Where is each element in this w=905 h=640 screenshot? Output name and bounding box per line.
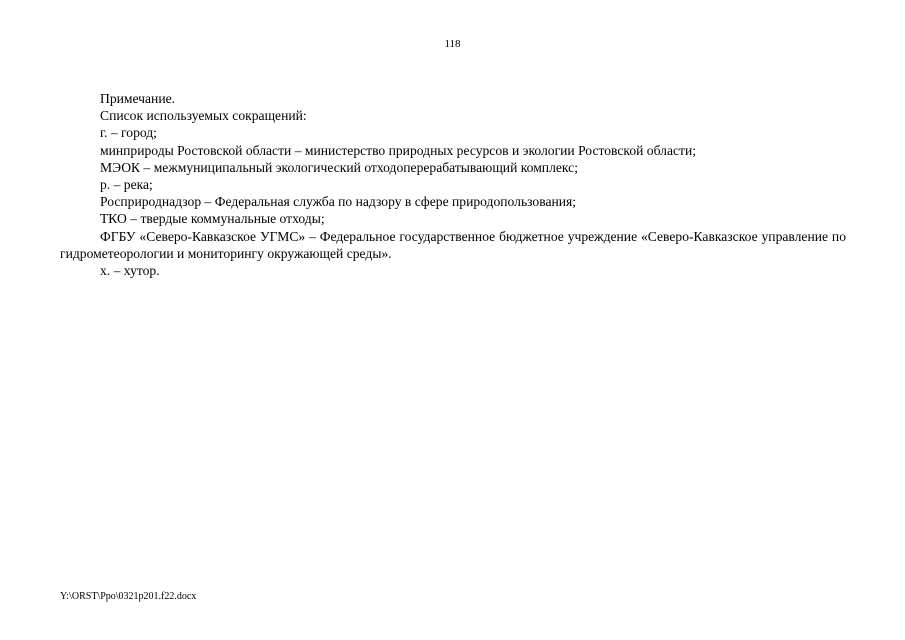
abbreviation-item: МЭОК – межмуниципальный экологический отходоперерабатывающий комплекс; <box>100 159 578 175</box>
abbreviation-item: ФГБУ «Северо-Кавказское УГМС» – Федеральное государственное бюджетное учреждение «Северо-Кавказское управление по гидрометеорологии и мониторингу окружающей среды». <box>60 228 846 261</box>
abbreviation-item: х. – хутор. <box>100 263 160 279</box>
abbreviation-item: минприроды Ростовской области – министерство природных ресурсов и экологии Ростовской области; <box>100 142 697 158</box>
file-path-footer: Y:\ORST\Ppo\0321p201.f22.docx <box>60 591 197 602</box>
abbreviation-list-intro: Список используемых сокращений: <box>100 108 307 124</box>
note-heading: Примечание. <box>100 91 176 106</box>
abbreviation-item: р. – река; <box>100 177 153 193</box>
page-number: 118 <box>444 38 461 50</box>
abbreviation-item: г. – город; <box>100 125 157 141</box>
abbreviation-item: Росприроднадзор – Федеральная служба по надзору в сфере природопользования; <box>100 194 577 210</box>
abbreviations-note <box>60 90 846 279</box>
abbreviation-item: ТКО – твердые коммунальные отходы; <box>100 211 325 227</box>
